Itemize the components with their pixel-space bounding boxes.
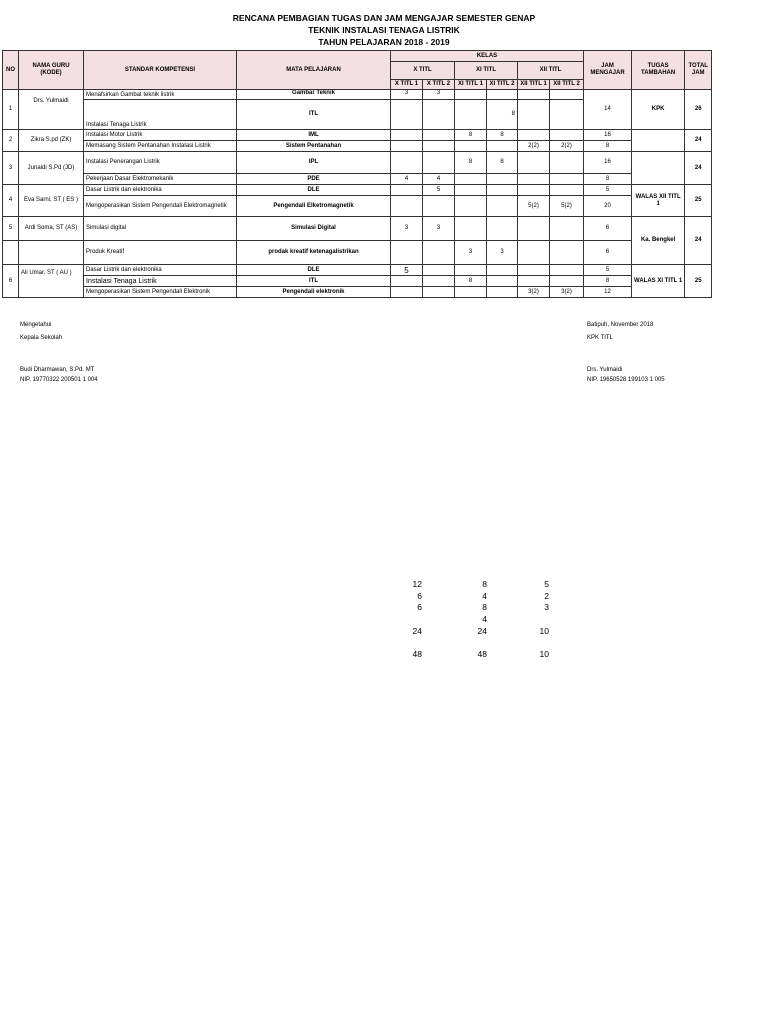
header-total-jam: TOTAL JAM (685, 51, 712, 90)
teacher-name: Eva Sarni, ST ( ES ) (19, 185, 84, 217)
class-hours (550, 217, 584, 241)
class-hours (455, 90, 487, 100)
total-value: 3 (544, 602, 549, 613)
signature-right (587, 321, 665, 384)
header-mata-pelajaran: MATA PELAJARAN (237, 51, 391, 90)
total-value: 6 (417, 590, 422, 601)
jam-mengajar: 16 (584, 130, 632, 141)
class-hours (518, 130, 550, 141)
standar-kompetensi: Instalasi Penerangan Listrik (84, 152, 237, 174)
teacher-name: Ardi Soma, ST (AS) (19, 217, 84, 241)
tugas-tambahan: WALAS XII TITL 1 (632, 185, 685, 217)
jam-mengajar: 12 (584, 287, 632, 298)
class-hours: 2(2) (550, 141, 584, 152)
class-hours: 3 (391, 217, 423, 241)
class-hours: 5 (391, 265, 423, 276)
class-hours: 3 (423, 217, 455, 241)
class-hours: 8 (455, 130, 487, 141)
total-value (380, 614, 422, 626)
class-hours: 5(2) (550, 196, 584, 217)
class-hours: 8 (487, 100, 518, 130)
class-hours (518, 100, 550, 130)
class-hours (423, 141, 455, 152)
standar-kompetensi: Instalasi Motor Listrik (84, 130, 237, 141)
class-hours: 8 (487, 152, 518, 174)
header-nama-guru: NAMA GURU (KODE) (19, 51, 84, 90)
header-sub: XII TITL 2 (550, 80, 584, 90)
signature-right-name: Drs. Yulmaidi (587, 367, 623, 373)
total-value: 4 (482, 590, 487, 601)
header-sub: XI TITL 1 (455, 80, 487, 90)
header-sub: X TITL 1 (391, 80, 423, 90)
class-hours (487, 185, 518, 196)
header-xii-titl: XII TITL (518, 62, 584, 80)
class-hours (455, 174, 487, 185)
class-hours (423, 276, 455, 287)
header-standar-kompetensi: STANDAR KOMPETENSI (84, 51, 237, 90)
class-hours: 8 (487, 130, 518, 141)
class-hours (550, 90, 584, 100)
signature-left (20, 321, 98, 384)
mata-pelajaran: Gambar Teknik (237, 90, 391, 100)
signature-right-nip: NIP. 19650528 199103 1 005 (587, 377, 665, 383)
teacher-name: Ali Umar, ST ( AU ) (19, 265, 84, 298)
class-hours (423, 152, 455, 174)
class-hours (487, 141, 518, 152)
header-x-titl: X TITL (391, 62, 455, 80)
class-hours (455, 141, 487, 152)
class-hours: 8 (455, 152, 487, 174)
header-jam-mengajar: JAM MENGAJAR (584, 51, 632, 90)
class-hours (423, 196, 455, 217)
total-value (508, 637, 549, 649)
class-hours (455, 265, 487, 276)
header-tugas-tambahan: TUGAS TAMBAHAN (632, 51, 685, 90)
mata-pelajaran: DLE (237, 185, 391, 196)
totals-column-3 (508, 579, 549, 661)
mata-pelajaran: IPL (237, 152, 391, 174)
teacher-name-empty (19, 241, 84, 265)
class-hours (550, 130, 584, 141)
jam-mengajar: 14 (584, 90, 632, 130)
class-hours (550, 185, 584, 196)
class-hours: 4 (423, 174, 455, 185)
mata-pelajaran: Pengendali Elketromagnetik (237, 196, 391, 217)
class-hours (518, 152, 550, 174)
mata-pelajaran: PDE (237, 174, 391, 185)
total-jam: 24 (685, 152, 712, 185)
standar-kompetensi: Mengoperasikan Sistem Pengendali Elektromagnetik (84, 196, 237, 217)
class-hours (518, 241, 550, 265)
class-hours: 4 (391, 174, 423, 185)
class-hours: 3 (423, 90, 455, 100)
class-hours (550, 265, 584, 276)
class-hours (550, 174, 584, 185)
total-jam: 25 (685, 185, 712, 217)
jam-mengajar: 5 (584, 265, 632, 276)
total-value: 10 (539, 649, 549, 660)
class-hours (423, 241, 455, 265)
class-hours (391, 276, 423, 287)
mata-pelajaran: Simulasi Digital (237, 217, 391, 241)
class-hours (518, 276, 550, 287)
class-hours (391, 141, 423, 152)
schedule-table (2, 50, 712, 298)
total-jam: 24 (685, 130, 712, 152)
total-value (446, 637, 487, 649)
signature-left-nip: NIP. 19770322 200501 1 004 (20, 377, 98, 383)
class-hours (487, 196, 518, 217)
class-hours (518, 265, 550, 276)
class-hours (518, 90, 550, 100)
class-hours (423, 265, 455, 276)
total-jam: 25 (685, 265, 712, 298)
row-no: 6 (3, 265, 19, 298)
total-value: 5 (544, 579, 549, 589)
class-hours: 5(2) (518, 196, 550, 217)
class-hours (487, 90, 518, 100)
signature-left-line1: Mengetahui (20, 322, 52, 328)
mata-pelajaran: prodak kreatif ketenagalistrikan (237, 241, 391, 265)
class-hours (423, 100, 455, 130)
jam-mengajar: 8 (584, 174, 632, 185)
class-hours (518, 217, 550, 241)
total-value: 10 (539, 625, 549, 636)
total-value: 24 (477, 625, 487, 636)
class-hours (455, 196, 487, 217)
class-hours (455, 287, 487, 298)
total-value: 12 (412, 579, 422, 589)
mata-pelajaran: IML (237, 130, 391, 141)
jam-mengajar: 5 (584, 185, 632, 196)
total-value: 8 (482, 602, 487, 613)
row-no: 2 (3, 130, 19, 152)
class-hours (391, 241, 423, 265)
total-value: 4 (482, 614, 487, 625)
jam-mengajar: 6 (584, 217, 632, 241)
signature-right-line2: KPK TITL (587, 335, 613, 341)
class-hours (391, 130, 423, 141)
class-hours: 8 (455, 276, 487, 287)
row-no: 4 (3, 185, 19, 217)
standar-kompetensi: Menafsirkan Gambat teknik listrik (84, 90, 237, 100)
class-hours: 2(2) (518, 141, 550, 152)
tugas-tambahan: KPK (632, 90, 685, 130)
jam-mengajar: 16 (584, 152, 632, 174)
doc-subtitle: TEKNIK INSTALASI TENAGA LISTRIK (308, 25, 460, 35)
class-hours (550, 100, 584, 130)
class-hours (391, 196, 423, 217)
class-hours (487, 174, 518, 185)
header-sub: X TITL 2 (423, 80, 455, 90)
totals-column-1 (380, 579, 422, 661)
mata-pelajaran: DLE (237, 265, 391, 276)
total-value: 24 (412, 625, 422, 636)
header-xi-titl: XI TITL (455, 62, 518, 80)
standar-kompetensi: Instalasi Tenaga Listrik (84, 276, 237, 287)
class-hours (423, 130, 455, 141)
mata-pelajaran: Sistem Pentanahan (237, 141, 391, 152)
class-hours (487, 217, 518, 241)
total-value: 2 (544, 590, 549, 601)
class-hours (518, 174, 550, 185)
row-no: 3 (3, 152, 19, 185)
teacher-name: Drs. Yulmaidi (19, 90, 84, 130)
jam-mengajar: 8 (584, 141, 632, 152)
class-hours: 3 (487, 241, 518, 265)
class-hours: 3 (455, 241, 487, 265)
header-sub: XI TITL 2 (487, 80, 518, 90)
class-hours: 3(2) (518, 287, 550, 298)
signature-left-line2: Kepala Sekolah (20, 335, 63, 341)
class-hours: 5 (423, 185, 455, 196)
class-hours (550, 152, 584, 174)
standar-kompetensi: Memasang Sistem Pentanahan Instalasi Listrik (84, 141, 237, 152)
total-value (508, 614, 549, 626)
class-hours (391, 100, 423, 130)
total-jam: 26 (685, 90, 712, 130)
class-hours (487, 276, 518, 287)
total-jam: 24 (685, 217, 712, 265)
class-hours: 3 (391, 90, 423, 100)
total-value: 8 (482, 579, 487, 589)
row-no: 1 (3, 90, 19, 130)
class-hours (550, 276, 584, 287)
teacher-name: Zikra S.pd (ZK) (19, 130, 84, 152)
total-value (380, 637, 422, 649)
jam-mengajar: 8 (584, 276, 632, 287)
standar-kompetensi: Pekerjaan Dasar Elektromekanik (84, 174, 237, 185)
class-hours (423, 287, 455, 298)
totals-column-2 (446, 579, 487, 661)
mata-pelajaran: ITL (237, 100, 391, 130)
standar-kompetensi: Dasar Listrik dan elektronika (84, 265, 237, 276)
class-hours (455, 185, 487, 196)
tugas-tambahan: Ka. Bengkel (632, 217, 685, 265)
standar-kompetensi: Instalasi Tenaga Listrik (84, 100, 237, 130)
class-hours (391, 152, 423, 174)
standar-kompetensi: Mengoperasikan Sistem Pengendali Elektronik (84, 287, 237, 298)
jam-mengajar: 20 (584, 196, 632, 217)
mata-pelajaran: Pengendali elektronik (237, 287, 391, 298)
class-hours (455, 217, 487, 241)
class-hours (487, 265, 518, 276)
class-hours (518, 185, 550, 196)
standar-kompetensi: Produk Kreatif (84, 241, 237, 265)
class-hours (487, 287, 518, 298)
doc-title: RENCANA PEMBAGIAN TUGAS DAN JAM MENGAJAR SEMESTER GENAP (232, 13, 536, 23)
tugas-tambahan: WALAS XI TITL 1 (632, 265, 685, 298)
total-value: 6 (417, 602, 422, 613)
standar-kompetensi: Simulasi digital (84, 217, 237, 241)
tugas-tambahan (632, 152, 685, 185)
class-hours (455, 100, 487, 130)
class-hours (391, 185, 423, 196)
doc-year: TAHUN PELAJARAN 2018 - 2019 (318, 37, 450, 47)
class-hours (550, 241, 584, 265)
class-hours (391, 287, 423, 298)
standar-kompetensi: Dasar Listrik dan elektronika (84, 185, 237, 196)
signature-right-line1: Batipuh, November 2018 (587, 322, 654, 328)
teacher-name: Junaidi S.Pd (JD) (19, 152, 84, 185)
header-kelas: KELAS (391, 51, 584, 62)
tugas-tambahan (632, 130, 685, 152)
row-no: 5 (3, 217, 19, 241)
header-sub: XII TITL 1 (518, 80, 550, 90)
signature-left-name: Budi Dharmawan, S.Pd. MT (20, 367, 95, 373)
mata-pelajaran: ITL (237, 276, 391, 287)
header-no: NO (3, 51, 19, 90)
class-hours: 3(2) (550, 287, 584, 298)
total-value: 48 (477, 649, 487, 660)
jam-mengajar: 6 (584, 241, 632, 265)
row-no-empty (3, 241, 19, 265)
total-value: 48 (412, 649, 422, 660)
